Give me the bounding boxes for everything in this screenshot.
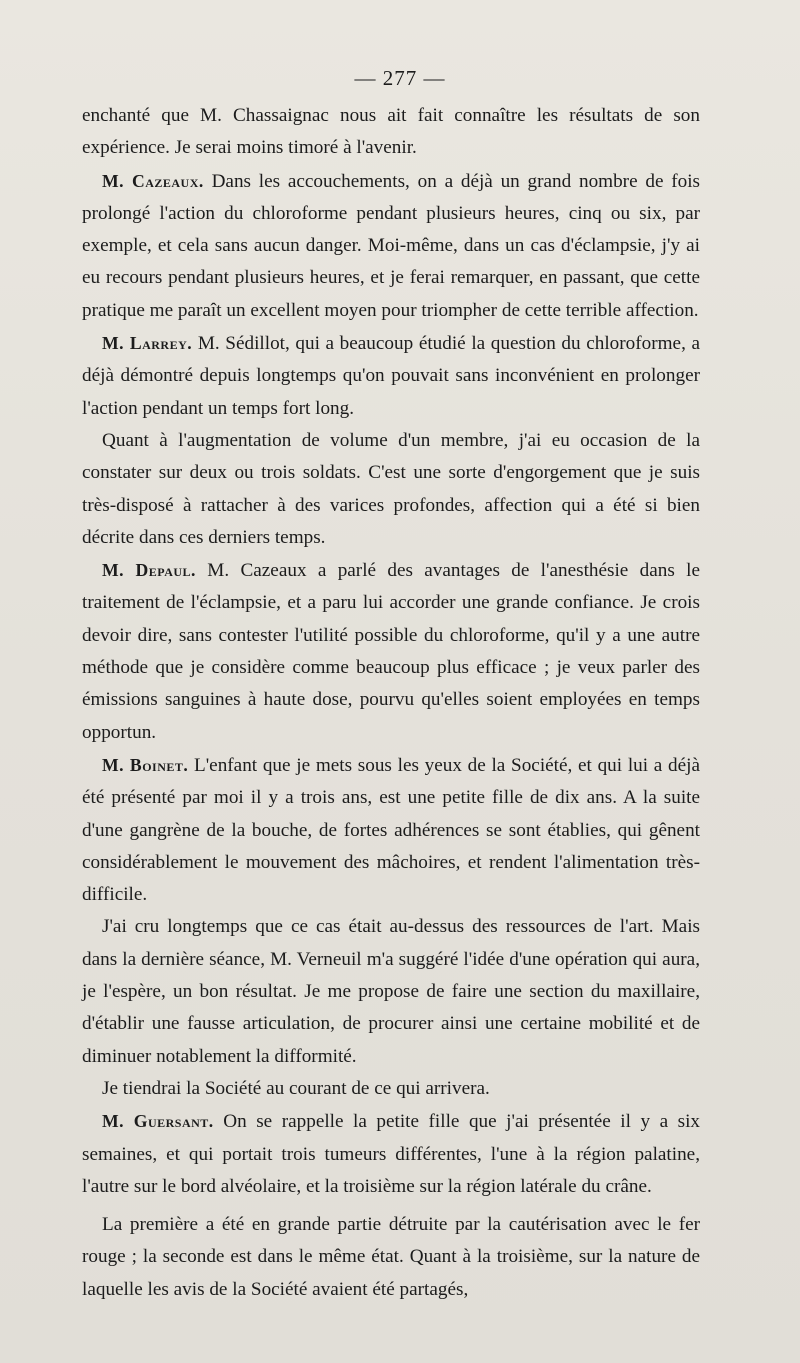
page-body <box>82 100 700 1306</box>
paragraph-text: La première a été en grande partie détruite par la cautérisation avec le fer rouge ; la seconde est dans le même état. Quant à la troisième, sur la nature de laquelle les avis de la Société avaient été partagés, <box>82 1214 700 1300</box>
paragraph-text: J'ai cru longtemps que ce cas était au-dessus des ressources de l'art. Mais dans la dernière séance, M. Verneuil m'a suggéré l'idée d'une opération qui aura, je l'espère, un bon résultat. Je me propose de faire une section du maxillaire, d'établir une fausse articulation, de procurer ainsi une certaine mobilité et de diminuer notablement la difformité. <box>82 916 700 1067</box>
page-number: — 277 — <box>354 66 446 90</box>
paragraph <box>82 1105 700 1203</box>
speaker-name: M. Larrey. <box>102 333 193 354</box>
paragraph-text: On se rappelle la petite fille que j'ai présentée il y a six semaines, et qui portait trois tumeurs différentes, l'une à la région palatine, l'autre sur le bord alvéolaire, et la troisième sur la région latérale du crâne. <box>82 1111 701 1197</box>
paragraph-text: enchanté que M. Chassaignac nous ait fait connaître les résultats de son expérience. Je serai moins timoré à l'avenir. <box>82 105 700 159</box>
paragraph-text: Dans les accouchements, on a déjà un grand nombre de fois prolongé l'action du chloroforme pendant plusieurs heures, cinq ou six, par exemple, et cela sans aucun danger. Moi-même, dans un cas d'éclampsie, j'y ai eu recours pendant plusieurs heures, et je ferai remarquer, en passant, que cette pratique me paraît un excellent moyen pour triompher de cette terrible affection. <box>82 170 701 321</box>
speaker-name: M. Guersant. <box>102 1111 214 1132</box>
speaker-name: M. Cazeaux. <box>102 170 204 191</box>
paragraph <box>82 100 700 165</box>
paragraph-text: Quant à l'augmentation de volume d'un membre, j'ai eu occasion de la constater sur deux ou trois soldats. C'est une sorte d'engorgement que je suis très-disposé à rattacher à des varices profondes, affection qui a été si bien décrite dans ces derniers temps. <box>82 429 700 548</box>
paragraph-text: M. Cazeaux a parlé des avantages de l'anesthésie dans le traitement de l'éclampsie, et a paru lui accorder une grande confiance. Je crois devoir dire, sans contester l'utilité possible du chloroforme, qu'il y a une autre méthode que je considère comme beaucoup plus efficace ; je veux parler des émissions sanguines à haute dose, pourvu qu'elles soient employées en temps opportun. <box>82 560 700 743</box>
speaker-name: M. Depaul. <box>102 560 196 581</box>
paragraph <box>82 327 700 425</box>
paragraph <box>82 165 700 327</box>
paragraph <box>82 749 700 911</box>
paragraph <box>82 1209 700 1306</box>
paragraph-text: M. Sédillot, qui a beaucoup étudié la question du chloroforme, a déjà démontré depuis longtemps qu'on pouvait sans inconvénient en prolonger l'action pendant un temps fort long. <box>82 333 700 419</box>
paragraph-text: Je tiendrai la Société au courant de ce qui arrivera. <box>102 1077 490 1099</box>
speaker-name: M. Boinet. <box>102 754 189 775</box>
paragraph <box>82 425 700 554</box>
paragraph <box>82 1073 700 1105</box>
paragraph-text: L'enfant que je mets sous les yeux de la Société, et qui lui a déjà été présenté par moi il y a trois ans, est une petite fille de dix ans. A la suite d'une gangrène de la bouche, de fortes adhérences se sont établies, qui gênent considérablement le mouvement des mâchoires, et rendent l'alimentation très-difficile. <box>82 754 700 906</box>
paragraph <box>82 911 700 1072</box>
paragraph <box>82 554 700 749</box>
